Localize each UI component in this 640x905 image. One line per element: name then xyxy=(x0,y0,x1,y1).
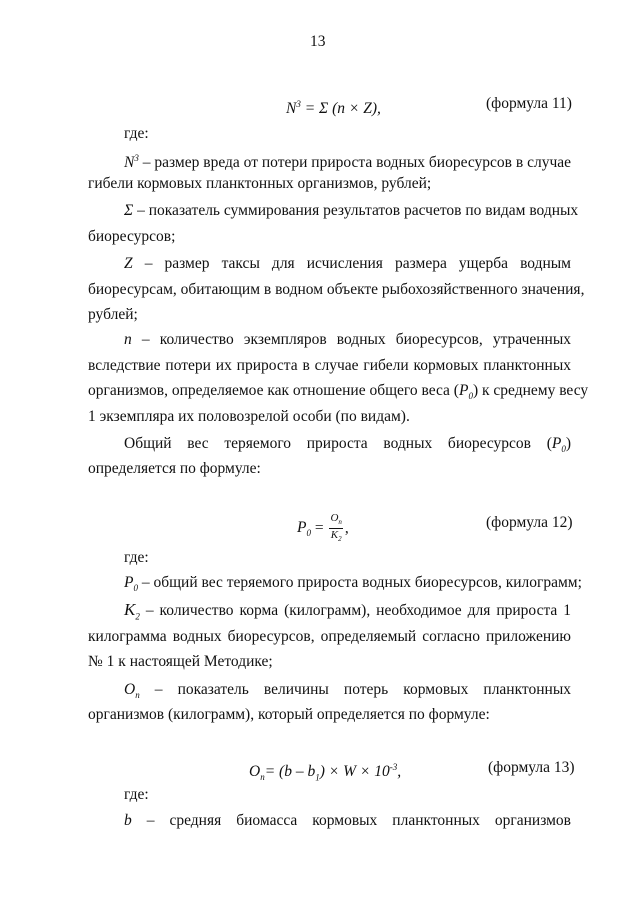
definition-z-line3: рублей; xyxy=(88,306,138,323)
symbol-n: n xyxy=(124,331,132,348)
definition-n-line4: 1 экземпляра их половозрелой особи (по видам). xyxy=(88,408,410,425)
definition-k2-line1: $K_2$ – количество корма (килограмм), необходимое для прироста 1 xyxy=(124,600,572,622)
where-label-2: где: xyxy=(124,549,149,566)
symbol-p0: $P_0$ xyxy=(124,574,138,594)
definition-sigma-line2: биоресурсов; xyxy=(88,228,176,245)
formula-12-lhs: $P_0$ xyxy=(297,519,311,539)
formula-12: $P_0$ = $\frac{O_n}{K_2}$ , xyxy=(297,512,349,544)
formula-13-lhs: $O_n$ xyxy=(249,763,265,783)
page-number: 13 xyxy=(310,33,326,50)
symbol-on: $O_n$ xyxy=(124,681,140,701)
definition-n3-line1: $N^3$ – размер вреда от потери прироста водных биоресурсов в случае xyxy=(124,153,572,172)
symbol-z: Z xyxy=(124,255,133,272)
p0-intro-line2: определяется по формуле: xyxy=(88,460,261,477)
definition-sigma-line1: Σ – показатель суммирования результатов расчетов по видам водных xyxy=(124,202,579,219)
formula-11-label: (формула 11) xyxy=(486,95,572,112)
definition-k2-line3: № 1 к настоящей Методике; xyxy=(88,653,273,670)
definition-z-line1: Z – размер таксы для исчисления размера ущерба водным xyxy=(124,255,571,272)
formula-12-fraction: $\frac{O_n}{K_2}$ xyxy=(330,512,342,544)
definition-k2-line2: килограмма водных биоресурсов, определяемый согласно приложению xyxy=(88,628,571,645)
symbol-sigma: Σ xyxy=(124,202,134,219)
formula-12-label: (формула 12) xyxy=(486,514,573,531)
where-label: где: xyxy=(124,125,149,142)
where-label-3: где: xyxy=(124,786,149,803)
symbol-b: b xyxy=(124,812,132,829)
definition-n-line1: n – количество экземпляров водных биоресурсов, утраченных xyxy=(124,331,571,348)
definition-on-line1: $O_n$ – показатель величины потерь кормовых планктонных xyxy=(124,681,571,701)
definition-p0: $P_0$ – общий вес теряемого прироста водных биоресурсов, килограмм; xyxy=(124,574,582,594)
p0-intro-line1: Общий вес теряемого прироста водных биоресурсов $(P_0)$ xyxy=(124,435,571,455)
formula-13-label: (формула 13) xyxy=(488,759,575,776)
definition-n-line3: организмов, определяемое как отношение общего веса $(P_0)$ к среднему весу xyxy=(88,382,589,402)
symbol-n3: $N^3$ xyxy=(124,153,139,172)
formula-11-rhs: = Σ (n × Z), xyxy=(304,100,381,118)
symbol-k2: $K_2$ xyxy=(124,600,140,622)
definition-n3-line2: гибели кормовых планктонных организмов, рублей; xyxy=(88,175,432,192)
definition-z-line2: биоресурсам, обитающим в водном объекте рыбохозяйственного значения, xyxy=(88,281,585,298)
symbol-p0-intro: $P_0$ xyxy=(551,435,566,455)
definition-b-line1: b – средняя биомасса кормовых планктонных организмов xyxy=(124,812,572,829)
symbol-p0-inline: $P_0$ xyxy=(458,382,473,402)
definition-on-line2: организмов (килограмм), который определяется по формуле: xyxy=(88,706,490,723)
definition-n-line2: вследствие потери их прироста в случае гибели кормовых планктонных xyxy=(88,357,571,374)
formula-11 xyxy=(286,94,381,119)
formula-13: $O_n= (b - b_1) \times W \times 10^{-3}$, xyxy=(249,762,402,783)
formula-11-lhs: $N^3$ xyxy=(286,99,301,118)
